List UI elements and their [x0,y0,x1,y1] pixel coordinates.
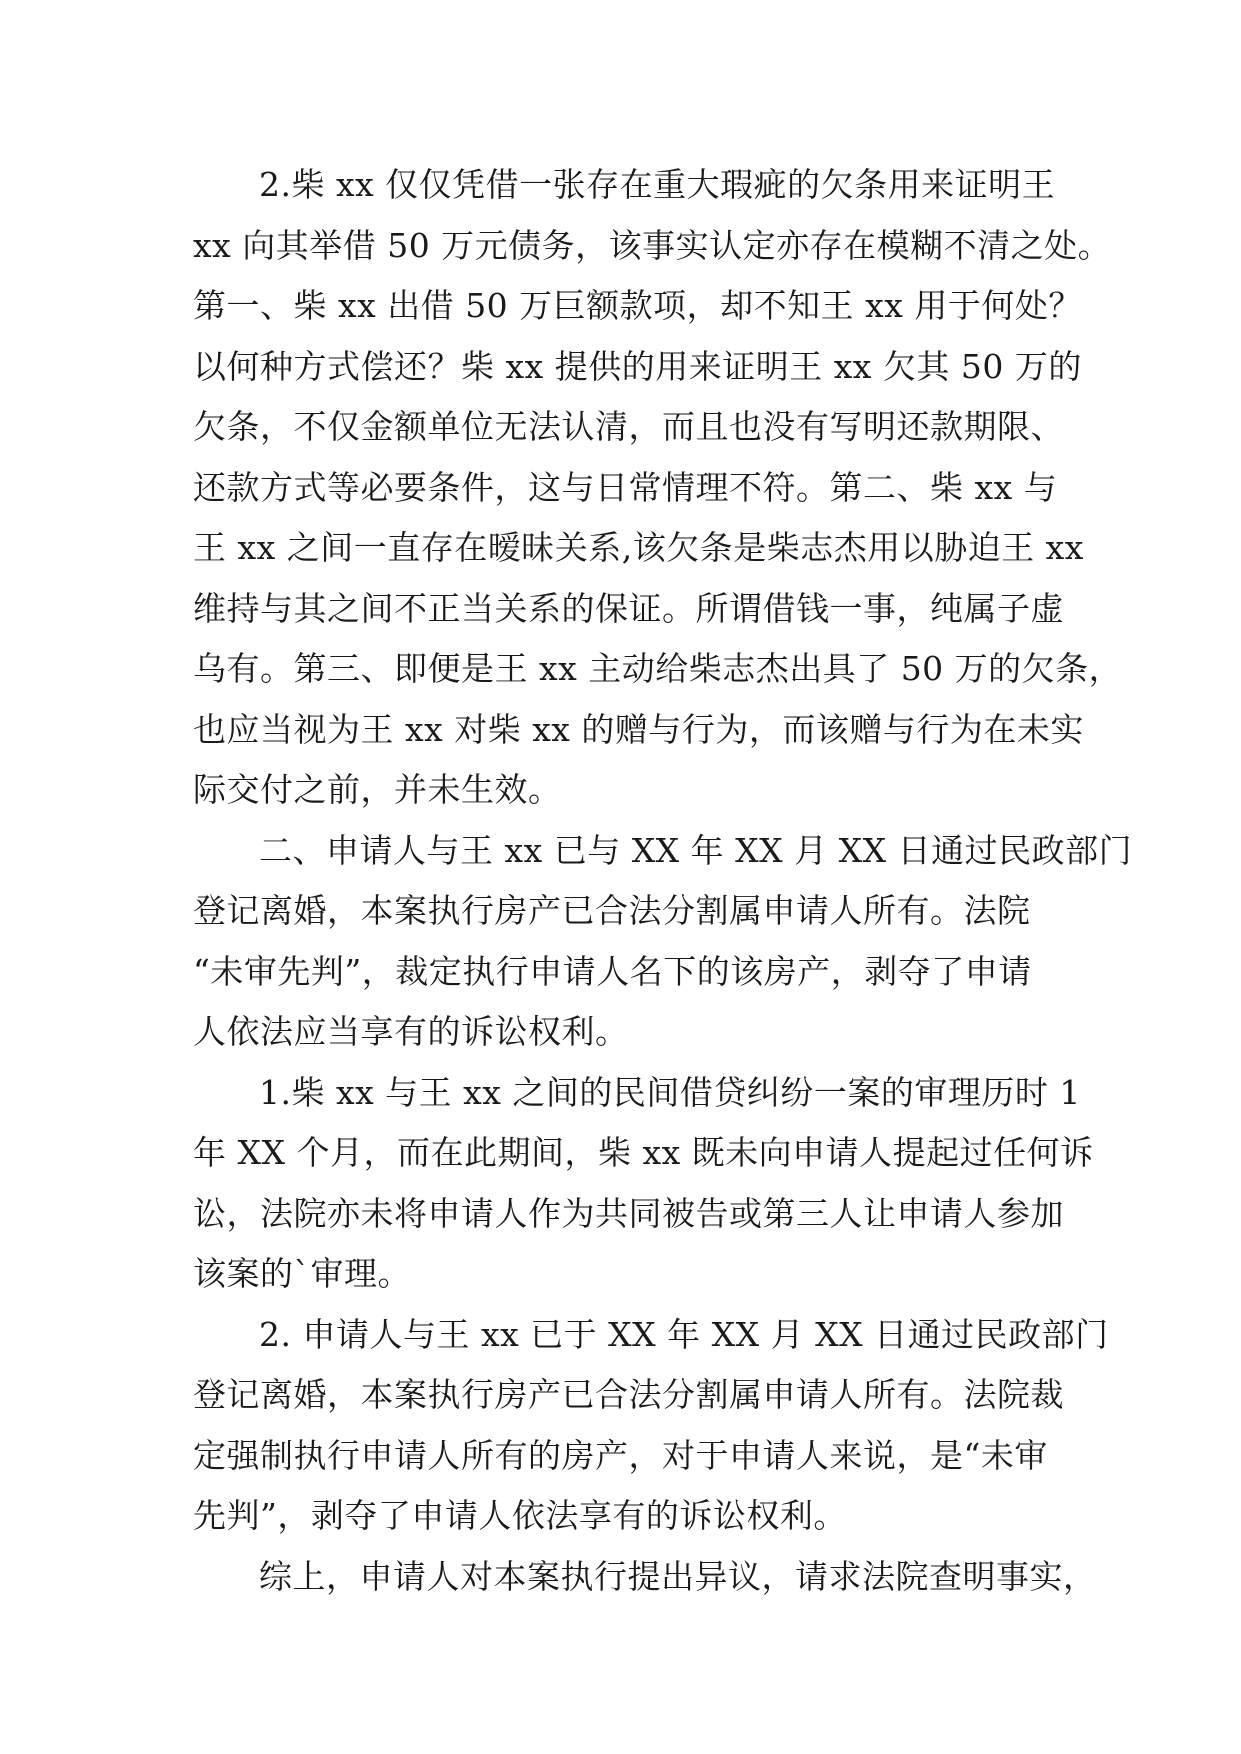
text-line: 欠条，不仅金额单位无法认清，而且也没有写明还款期限、 [193,407,1064,446]
text-line: 登记离婚，本案执行房产已合法分割属申请人所有。法院裁 [193,1375,1064,1414]
text-line: 1.柴 xx 与王 xx 之间的民间借贷纠纷一案的审理历时 1 [259,1072,1081,1112]
text-line: 王 xx 之间一直存在暧昧关系,该欠条是柴志杰用以胁迫王 xx [193,528,1084,567]
text-line: 2. 申请人与王 xx 已于 XX 年 XX 月 XX 日通过民政部门 [259,1314,1109,1354]
text-line: 定强制执行申请人所有的房产，对于申请人来说，是“未审 [193,1435,1048,1475]
text-line: 该案的`审理。 [193,1254,411,1293]
text-line: 际交付之前，并未生效。 [193,770,562,809]
text-line: 乌有。第三、即便是王 xx 主动给柴志杰出具了 50 万的欠条， [193,649,1123,688]
text-line: 二、申请人与王 xx 已与 XX 年 XX 月 XX 日通过民政部门 [259,830,1133,870]
text-line: 第一、柴 xx 出借 50 万巨额款项，却不知王 xx 用于何处？ [193,286,1082,325]
text-line: “未审先判”，裁定执行申请人名下的该房产，剥夺了申请 [193,951,1032,991]
text-line: 人依法应当享有的诉讼权利。 [193,1012,629,1051]
text-line: 以何种方式偿还？柴 xx 提供的用来证明王 xx 欠其 50 万的 [193,346,1082,386]
text-line: 维持与其之间不正当关系的保证。所谓借钱一事，纯属子虚 [193,588,1064,628]
text-line: 综上，申请人对本案执行提出异议，请求法院查明事实， [259,1556,1097,1596]
text-line: 先判”，剥夺了申请人依法享有的诉讼权利。 [193,1496,847,1535]
text-line: 登记离婚，本案执行房产已合法分割属申请人所有。法院 [193,891,1031,930]
text-line: 也应当视为王 xx 对柴 xx 的赠与行为，而该赠与行为在未实 [193,709,1084,749]
text-line: 2.柴 xx 仅仅凭借一张存在重大瑕疵的欠条用来证明王 [259,165,1056,204]
text-line: 还款方式等必要条件，这与日常情理不符。第二、柴 xx 与 [193,467,1058,507]
document-body [193,155,1133,1607]
text-line: 年 XX 个月，而在此期间，柴 xx 既未向申请人提起过任何诉 [193,1133,1094,1172]
text-line: 讼，法院亦未将申请人作为共同被告或第三人让申请人参加 [193,1193,1064,1233]
text-line: xx 向其举借 50 万元债务，该事实认定亦存在模糊不清之处。 [193,225,1112,265]
